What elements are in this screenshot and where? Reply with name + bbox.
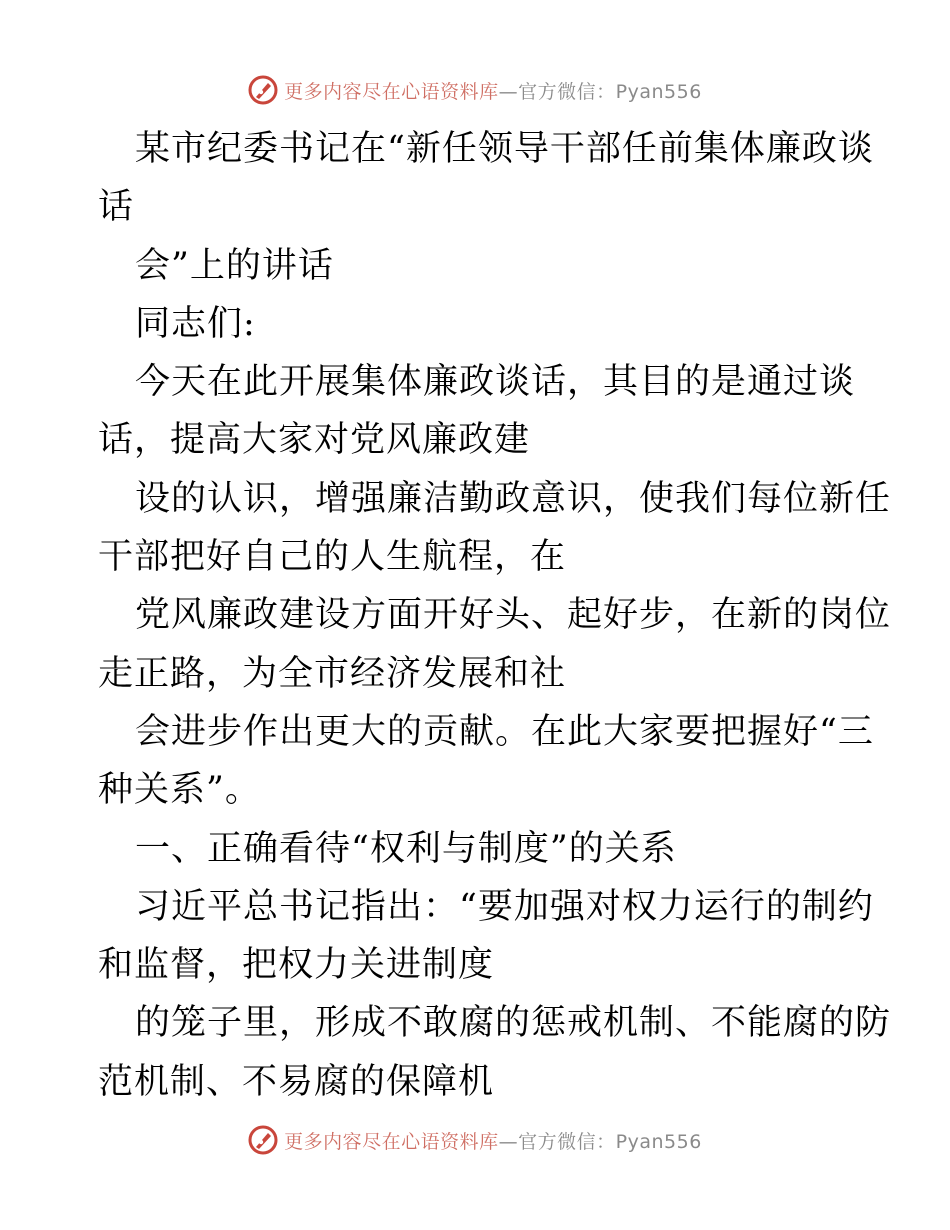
watermark-tail-text: —官方微信：Pyan556 (498, 1130, 702, 1153)
paragraph-line: 的笼子里，形成不敢腐的惩戒机制、不能腐的防 (135, 1003, 892, 1044)
paragraph-line: 习近平总书记指出：“要加强对权力运行的制约 (135, 886, 874, 927)
watermark-tail-text: —官方微信：Pyan556 (498, 80, 702, 103)
header-watermark (0, 70, 950, 110)
paragraph-line: 和监督，把权力关进制度 (98, 945, 495, 986)
paragraph-line: 会进步作出更大的贡献。在此大家要把握好“三 (135, 711, 874, 752)
section-heading: 一、正确看待“权利与制度”的关系 (135, 828, 677, 869)
title-line-3: 会”上的讲话 (135, 245, 334, 286)
paragraph-line: 话，提高大家对党风廉政建 (98, 420, 531, 461)
paragraph-line: 设的认识，增强廉洁勤政意识，使我们每位新任 (135, 478, 892, 519)
document-body (98, 120, 892, 1111)
salutation: 同志们: (135, 303, 256, 344)
paragraph-line: 范机制、不易腐的保障机 (98, 1061, 495, 1102)
paragraph-line: 走正路，为全市经济发展和社 (98, 653, 567, 694)
title-line-1: 某市纪委书记在“新任领导干部任前集体廉政谈 (135, 129, 874, 169)
paragraph-line: 种关系”。 (98, 770, 261, 811)
watermark-main-text: 更多内容尽在心语资料库 (284, 1130, 499, 1153)
title-line-2: 话 (98, 187, 135, 228)
paragraph-line: 党风廉政建设方面开好头、起好步，在新的岗位 (135, 595, 892, 636)
paragraph-line: 干部把好自己的人生航程，在 (98, 537, 567, 578)
paragraph-line: 今天在此开展集体廉政谈话，其目的是通过谈 (135, 362, 856, 403)
footer-watermark (0, 1120, 950, 1160)
watermark-main-text: 更多内容尽在心语资料库 (284, 80, 499, 103)
pen-logo-icon (248, 75, 278, 105)
pen-logo-icon (248, 1125, 278, 1155)
